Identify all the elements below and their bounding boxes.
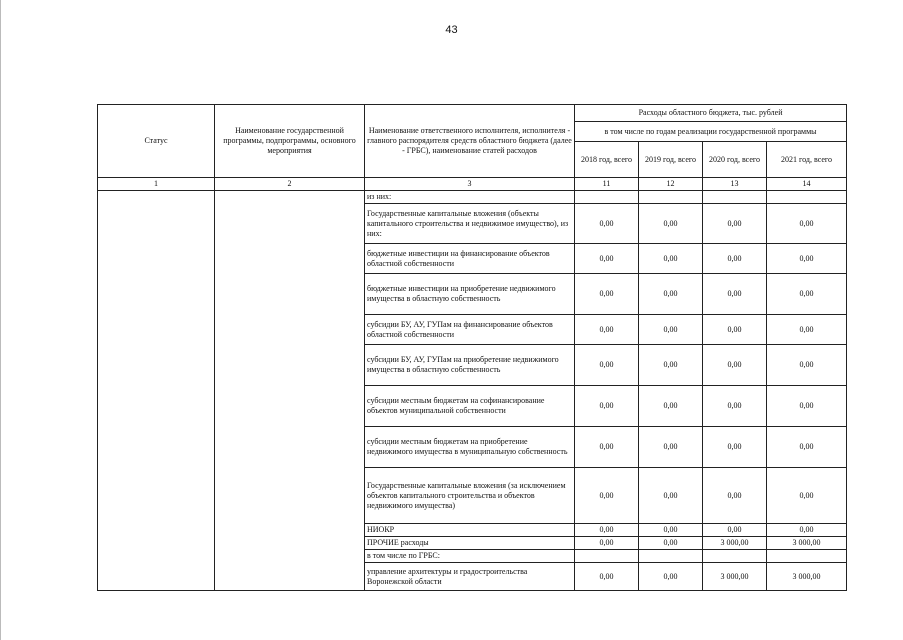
row-value [767,550,847,563]
column-index: 11 [575,178,639,191]
row-value: 0,00 [575,537,639,550]
row-value: 0,00 [767,274,847,315]
row-value [639,191,703,204]
row-value: 0,00 [575,204,639,244]
row-value: 0,00 [639,315,703,345]
column-index: 13 [703,178,767,191]
column-index: 1 [98,178,215,191]
header-expenses: Расходы областного бюджета, тыс. рублей [575,105,847,122]
row-label: управление архитектуры и градостроительства Воронежской области [365,563,575,591]
row-value: 0,00 [703,468,767,524]
status-cell [98,191,215,591]
row-label: бюджетные инвестиции на приобретение недвижимого имущества в областную собственность [365,274,575,315]
row-value [575,191,639,204]
row-value [767,191,847,204]
column-index-row [98,178,847,191]
row-label: субсидии БУ, АУ, ГУПам на финансирование объектов областной собственности [365,315,575,345]
header-year-2018: 2018 год, всего [575,142,639,178]
row-label: ПРОЧИЕ расходы [365,537,575,550]
row-value: 0,00 [703,524,767,537]
row-value: 0,00 [703,386,767,427]
row-value: 0,00 [639,563,703,591]
row-value: 0,00 [703,427,767,468]
header-year-2020: 2020 год, всего [703,142,767,178]
row-value [703,550,767,563]
header-status: Статус [98,105,215,178]
header-by-years: в том числе по годам реализации государственной программы [575,122,847,142]
row-value: 3 000,00 [767,563,847,591]
row-label: субсидии БУ, АУ, ГУПам на приобретение недвижимого имущества в областную собственность [365,345,575,386]
row-value: 0,00 [767,345,847,386]
row-value: 0,00 [575,524,639,537]
table-row [98,191,847,204]
row-value: 0,00 [575,274,639,315]
header-executor: Наименование ответственного исполнителя, исполнителя - главного распорядителя средств областного бюджета (далее - ГРБС), наименование статей расходов [365,105,575,178]
row-value: 0,00 [767,315,847,345]
row-value: 0,00 [639,244,703,274]
row-value: 3 000,00 [767,537,847,550]
row-value: 0,00 [639,386,703,427]
row-value: 3 000,00 [703,537,767,550]
row-label: Государственные капитальные вложения (за исключением объектов капитального строительства и объектов недвижимого имущества) [365,468,575,524]
program-cell [215,191,365,591]
scan-margin-line [0,0,1,640]
row-value: 0,00 [703,274,767,315]
row-value: 0,00 [767,204,847,244]
row-value: 0,00 [767,427,847,468]
header-program: Наименование государственной программы, подпрограммы, основного мероприятия [215,105,365,178]
row-value: 0,00 [575,345,639,386]
header-year-2019: 2019 год, всего [639,142,703,178]
row-value: 0,00 [575,468,639,524]
row-label: субсидии местным бюджетам на софинансирование объектов муниципальной собственности [365,386,575,427]
row-value: 0,00 [639,274,703,315]
row-label: бюджетные инвестиции на финансирование объектов областной собственности [365,244,575,274]
row-label: субсидии местным бюджетам на приобретение недвижимого имущества в муниципальную собственность [365,427,575,468]
row-value: 0,00 [767,244,847,274]
row-value: 0,00 [767,386,847,427]
row-value: 0,00 [703,244,767,274]
row-value: 0,00 [575,563,639,591]
row-value: 0,00 [703,315,767,345]
row-value: 0,00 [575,315,639,345]
row-value: 0,00 [575,427,639,468]
row-value: 0,00 [639,468,703,524]
row-value: 0,00 [639,537,703,550]
row-value: 0,00 [639,524,703,537]
row-value: 0,00 [639,427,703,468]
row-label: Государственные капитальные вложения (объекты капитального строительства и недвижимое имущество), из них: [365,204,575,244]
column-index: 12 [639,178,703,191]
budget-table [97,104,847,591]
row-value [639,550,703,563]
row-value: 0,00 [703,204,767,244]
column-index: 2 [215,178,365,191]
row-value: 0,00 [575,244,639,274]
header-year-2021: 2021 год, всего [767,142,847,178]
row-value: 0,00 [703,345,767,386]
row-value [575,550,639,563]
page-number: 43 [445,24,458,36]
row-value: 0,00 [767,524,847,537]
column-index: 14 [767,178,847,191]
row-value: 3 000,00 [703,563,767,591]
column-index: 3 [365,178,575,191]
row-label: в том числе по ГРБС: [365,550,575,563]
row-value: 0,00 [575,386,639,427]
row-value: 0,00 [767,468,847,524]
row-value [703,191,767,204]
row-label: НИОКР [365,524,575,537]
row-value: 0,00 [639,345,703,386]
row-value: 0,00 [639,204,703,244]
row-label: из них: [365,191,575,204]
